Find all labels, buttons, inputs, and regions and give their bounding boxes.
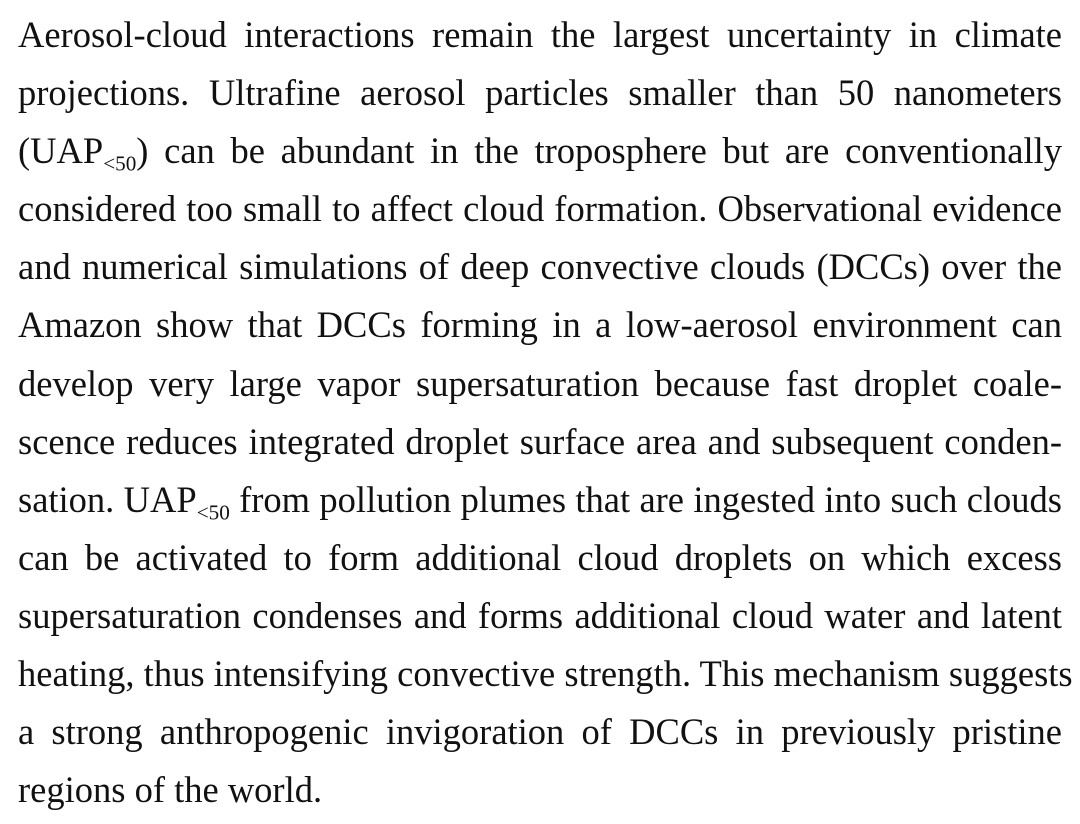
abstract-line-2: projections. Ultrafine aerosol particles smaller than 50 nanometers <box>18 72 1062 114</box>
abstract-line-1: Aerosol-cloud interactions remain the largest uncertainty in climate <box>18 14 1062 55</box>
uap-prefix: sation. UAP <box>18 478 197 520</box>
abstract-line-11: supersaturation condenses and forms additional cloud water and latent <box>18 594 1062 636</box>
abstract-line-7: develop very large vapor supersaturation because fast droplet coale- <box>18 362 1062 404</box>
uap-subscript: <50 <box>103 151 137 176</box>
abstract-paragraph <box>18 6 1073 819</box>
uap-suffix: ) can be abundant in the troposphere but are conventionally <box>136 130 1062 172</box>
uap-subscript: <50 <box>196 500 230 525</box>
abstract-line-4: considered too small to affect cloud formation. Observational evidence <box>18 188 1062 230</box>
abstract-line-13: a strong anthropogenic invigoration of DCCs in previously pristine <box>18 711 1062 753</box>
abstract-line-12: heating, thus intensifying convective strength. This mechanism suggests <box>18 653 1073 695</box>
abstract-line-8: scence reduces integrated droplet surface area and subsequent conden- <box>18 420 1062 462</box>
abstract-line-3 <box>18 122 1062 180</box>
abstract-line-6: Amazon show that DCCs forming in a low-aerosol environment can <box>18 304 1062 346</box>
abstract-line-10: can be activated to form additional cloud droplets on which excess <box>18 536 1062 578</box>
uap-suffix: from pollution plumes that are ingested into such clouds <box>229 478 1062 520</box>
abstract-line-14: regions of the world. <box>18 769 323 811</box>
abstract-line-5: and numerical simulations of deep convective clouds (DCCs) over the <box>18 246 1062 288</box>
abstract-line-9 <box>18 471 1062 529</box>
uap-prefix: (UAP <box>18 130 104 172</box>
